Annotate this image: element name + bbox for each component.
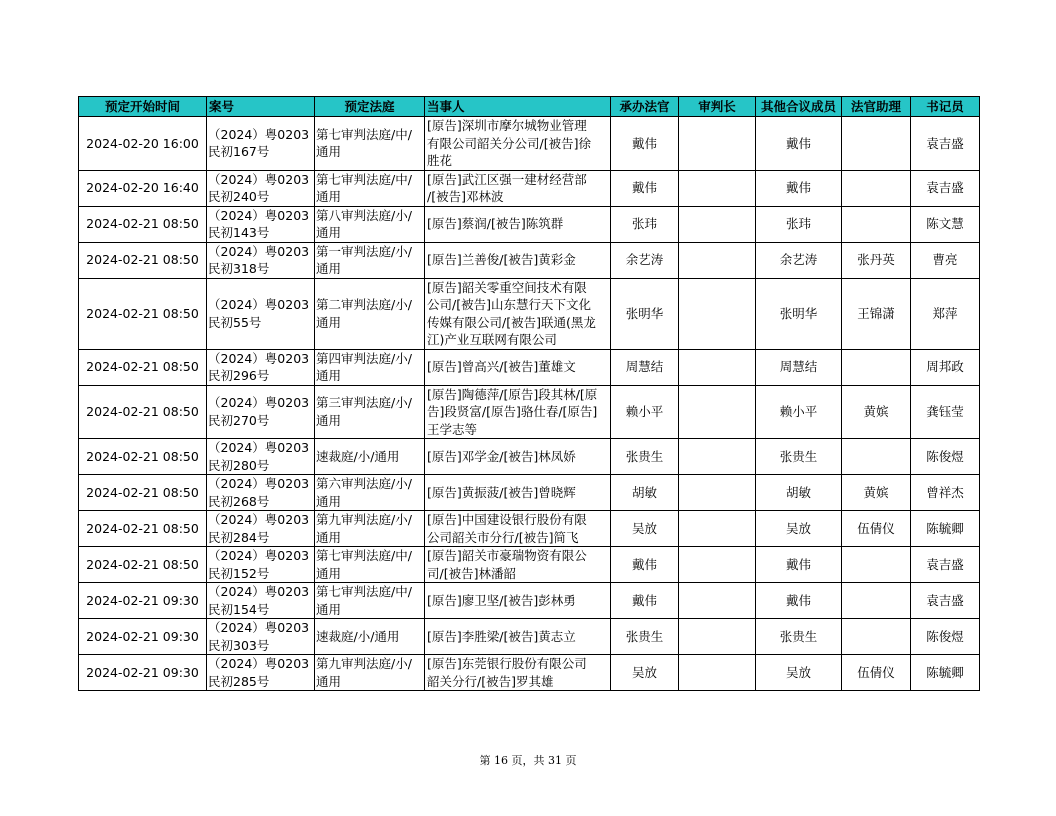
judge-cell-text: 戴伟 (631, 180, 657, 196)
case-number-cell (207, 385, 315, 439)
panel-members-cell (756, 439, 842, 475)
panel-members-cell (756, 583, 842, 619)
parties-cell-text: [原告]韶关零重空间技术有限 公司/[被告]山东慧行天下文化 传媒有限公司/[被告]联通(黑龙 江)产业互联网有限公司 (427, 279, 596, 347)
judge-cell (611, 475, 679, 511)
presiding-judge-cell (679, 547, 756, 583)
judge-cell-text: 张贵生 (625, 628, 664, 644)
judge-assistant-cell (842, 278, 911, 349)
clerk-cell (911, 278, 980, 349)
courtroom-cell (315, 242, 425, 278)
judge-cell-text: 张明华 (625, 305, 664, 321)
parties-cell-text: [原告]韶关市豪瑞物资有限公 司/[被告]林潘韶 (427, 548, 587, 581)
start-time-cell-text: 2024-02-20 16:00 (86, 135, 199, 151)
parties-cell (425, 349, 611, 385)
presiding-judge-cell (679, 206, 756, 242)
parties-cell-text: [原告]蔡润/[被告]陈筑群 (427, 216, 564, 232)
start-time-cell (79, 439, 207, 475)
start-time-cell (79, 475, 207, 511)
header-start-time: 预定开始时间 (79, 97, 207, 117)
courtroom-cell-text: 第九审判法庭/小/ 通用 (316, 512, 412, 545)
courtroom-cell (315, 619, 425, 655)
judge-assistant-cell (842, 511, 911, 547)
judge-cell (611, 385, 679, 439)
courtroom-cell-text: 第一审判法庭/小/ 通用 (316, 243, 412, 276)
judge-cell (611, 583, 679, 619)
hearing-schedule-table (78, 96, 980, 691)
clerk-cell-text: 袁吉盛 (926, 135, 964, 151)
parties-cell-text: [原告]曾高兴/[被告]董雄文 (427, 359, 576, 375)
judge-assistant-cell (842, 117, 911, 171)
panel-members-cell (756, 170, 842, 206)
clerk-cell-text: 陈毓卿 (926, 664, 964, 680)
presiding-judge-cell (679, 278, 756, 349)
case-number-cell (207, 349, 315, 385)
presiding-judge-cell (679, 349, 756, 385)
courtroom-cell (315, 206, 425, 242)
panel-members-cell-text: 戴伟 (785, 556, 811, 572)
parties-cell-text: [原告]兰善俊/[被告]黄彩金 (427, 252, 576, 268)
clerk-cell (911, 349, 980, 385)
judge-cell (611, 439, 679, 475)
start-time-cell (79, 242, 207, 278)
parties-cell (425, 583, 611, 619)
judge-assistant-cell-text: 黄嫔 (863, 404, 889, 419)
presiding-judge-cell (679, 583, 756, 619)
judge-assistant-cell-text: 张丹英 (857, 252, 895, 268)
clerk-cell-text: 袁吉盛 (926, 180, 964, 196)
judge-assistant-cell (842, 439, 911, 475)
start-time-cell-text: 2024-02-21 09:30 (86, 592, 199, 608)
start-time-cell-text: 2024-02-21 09:30 (86, 664, 199, 680)
case-number-cell-text: （2024）粤0203 民初280号 (208, 440, 310, 473)
judge-cell (611, 117, 679, 171)
parties-cell (425, 475, 611, 511)
table-row (79, 206, 980, 242)
table-row (79, 242, 980, 278)
case-number-cell-text: （2024）粤0203 民初270号 (208, 395, 310, 428)
start-time-cell-text: 2024-02-21 08:50 (86, 252, 199, 268)
parties-cell-text: [原告]黄振菠/[被告]曾晓辉 (427, 484, 576, 500)
judge-cell (611, 242, 679, 278)
panel-members-cell (756, 242, 842, 278)
clerk-cell (911, 385, 980, 439)
panel-members-cell-text: 张贵生 (779, 448, 818, 464)
courtroom-cell-text: 第四审判法庭/小/ 通用 (316, 350, 412, 383)
presiding-judge-cell (679, 242, 756, 278)
start-time-cell (79, 206, 207, 242)
case-number-cell-text: （2024）粤0203 民初167号 (208, 126, 310, 160)
clerk-cell-text: 袁吉盛 (926, 556, 964, 572)
judge-cell (611, 170, 679, 206)
case-number-cell-text: （2024）粤0203 民初284号 (208, 512, 310, 545)
parties-cell (425, 117, 611, 171)
courtroom-cell-text: 第二审判法庭/小/ 通用 (316, 297, 412, 330)
courtroom-cell-text: 第七审判法庭/中/ 通用 (316, 171, 412, 204)
judge-cell-text: 周慧结 (625, 359, 664, 375)
start-time-cell (79, 547, 207, 583)
clerk-cell (911, 655, 980, 691)
courtroom-cell-text: 第六审判法庭/小/ 通用 (316, 476, 412, 509)
judge-cell-text: 余艺涛 (625, 252, 664, 268)
parties-cell-text: [原告]陶德萍/[原告]段其林/[原 告]段贤富/[原告]骆仕春/[原告] 王学志等 (427, 386, 598, 437)
parties-cell (425, 511, 611, 547)
case-number-cell (207, 439, 315, 475)
panel-members-cell (756, 475, 842, 511)
header-courtroom: 预定法庭 (315, 97, 425, 117)
clerk-cell (911, 117, 980, 171)
case-number-cell-text: （2024）粤0203 民初303号 (208, 620, 310, 653)
judge-cell-text: 吴放 (631, 520, 657, 536)
case-number-cell-text: （2024）粤0203 民初240号 (208, 171, 310, 204)
courtroom-cell-text: 第九审判法庭/小/ 通用 (316, 656, 412, 689)
parties-cell (425, 170, 611, 206)
header-presiding-judge: 审判长 (679, 97, 756, 117)
panel-members-cell-text: 周慧结 (779, 359, 818, 375)
clerk-cell (911, 475, 980, 511)
start-time-cell (79, 619, 207, 655)
table-row (79, 385, 980, 439)
start-time-cell-text: 2024-02-21 08:50 (86, 359, 199, 375)
clerk-cell-text: 龚钰莹 (926, 404, 964, 419)
case-number-cell-text: （2024）粤0203 民初55号 (208, 297, 310, 330)
page-number: 第 16 页，共 31 页 (479, 754, 577, 767)
courtroom-cell (315, 170, 425, 206)
clerk-cell-text: 曾祥杰 (926, 484, 964, 500)
table-body (79, 117, 980, 691)
case-number-cell-text: （2024）粤0203 民初268号 (208, 476, 310, 509)
parties-cell (425, 385, 611, 439)
panel-members-cell (756, 619, 842, 655)
header-parties: 当事人 (425, 97, 611, 117)
case-number-cell (207, 117, 315, 171)
panel-members-cell (756, 206, 842, 242)
panel-members-cell-text: 张玮 (785, 216, 811, 232)
courtroom-cell (315, 655, 425, 691)
table-row (79, 439, 980, 475)
case-number-cell-text: （2024）粤0203 民初143号 (208, 207, 310, 240)
judge-assistant-cell (842, 170, 911, 206)
case-number-cell (207, 475, 315, 511)
courtroom-cell-text: 第八审判法庭/小/ 通用 (316, 207, 412, 240)
clerk-cell-text: 袁吉盛 (926, 592, 964, 608)
parties-cell (425, 206, 611, 242)
courtroom-cell (315, 385, 425, 439)
clerk-cell (911, 170, 980, 206)
panel-members-cell-text: 吴放 (785, 520, 811, 536)
case-number-cell-text: （2024）粤0203 民初152号 (208, 548, 310, 581)
case-number-cell (207, 655, 315, 691)
presiding-judge-cell (679, 475, 756, 511)
table-row (79, 583, 980, 619)
parties-cell (425, 242, 611, 278)
table-row (79, 278, 980, 349)
start-time-cell-text: 2024-02-21 08:50 (86, 556, 199, 572)
judge-cell-text: 胡敏 (631, 484, 657, 500)
judge-cell-text: 戴伟 (631, 592, 657, 608)
case-number-cell (207, 170, 315, 206)
header-judge-assistant: 法官助理 (842, 97, 911, 117)
panel-members-cell (756, 278, 842, 349)
judge-cell (611, 278, 679, 349)
panel-members-cell-text: 吴放 (785, 664, 811, 680)
start-time-cell (79, 511, 207, 547)
judge-cell (611, 349, 679, 385)
parties-cell-text: [原告]武江区强一建材经营部 /[被告]邓林波 (427, 171, 587, 204)
parties-cell (425, 655, 611, 691)
table-row (79, 547, 980, 583)
parties-cell (425, 439, 611, 475)
panel-members-cell (756, 385, 842, 439)
judge-assistant-cell (842, 206, 911, 242)
case-number-cell (207, 511, 315, 547)
courtroom-cell (315, 278, 425, 349)
presiding-judge-cell (679, 439, 756, 475)
table-row (79, 117, 980, 171)
judge-assistant-cell (842, 475, 911, 511)
header-judge: 承办法官 (611, 97, 679, 117)
courtroom-cell-text: 第七审判法庭/中/ 通用 (316, 126, 412, 160)
clerk-cell (911, 583, 980, 619)
judge-cell (611, 655, 679, 691)
header-clerk: 书记员 (911, 97, 980, 117)
case-number-cell (207, 619, 315, 655)
judge-cell-text: 戴伟 (631, 556, 657, 572)
start-time-cell (79, 385, 207, 439)
judge-cell-text: 戴伟 (631, 135, 657, 151)
parties-cell-text: [原告]邓学金/[被告]林凤娇 (427, 448, 576, 464)
start-time-cell (79, 583, 207, 619)
courtroom-cell (315, 439, 425, 475)
panel-members-cell-text: 戴伟 (785, 180, 811, 196)
parties-cell-text: [原告]中国建设银行股份有限 公司韶关市分行/[被告]简飞 (427, 512, 587, 545)
clerk-cell-text: 陈毓卿 (926, 520, 964, 536)
parties-cell (425, 619, 611, 655)
courtroom-cell-text: 第七审判法庭/中/ 通用 (316, 584, 412, 617)
clerk-cell-text: 陈文慧 (926, 216, 964, 232)
start-time-cell (79, 655, 207, 691)
start-time-cell-text: 2024-02-20 16:40 (86, 180, 199, 196)
judge-assistant-cell-text: 黄嫔 (863, 484, 889, 500)
start-time-cell (79, 349, 207, 385)
case-number-cell-text: （2024）粤0203 民初318号 (208, 243, 310, 276)
presiding-judge-cell (679, 655, 756, 691)
table-header-row (79, 97, 980, 117)
presiding-judge-cell (679, 170, 756, 206)
judge-cell (611, 206, 679, 242)
header-case-number: 案号 (207, 97, 315, 117)
table-row (79, 511, 980, 547)
courtroom-cell (315, 117, 425, 171)
clerk-cell-text: 郑萍 (932, 305, 958, 321)
parties-cell-text: [原告]李胜梁/[被告]黄志立 (427, 628, 576, 644)
header-panel-members: 其他合议成员 (756, 97, 842, 117)
presiding-judge-cell (679, 511, 756, 547)
table-row (79, 655, 980, 691)
clerk-cell-text: 陈俊煜 (926, 628, 964, 644)
panel-members-cell (756, 349, 842, 385)
judge-assistant-cell-text: 伍倩仪 (857, 664, 895, 680)
courtroom-cell (315, 349, 425, 385)
case-number-cell-text: （2024）粤0203 民初285号 (208, 656, 310, 689)
start-time-cell (79, 278, 207, 349)
panel-members-cell-text: 戴伟 (785, 135, 811, 151)
judge-cell (611, 511, 679, 547)
panel-members-cell-text: 余艺涛 (779, 252, 818, 268)
courtroom-cell-text: 第七审判法庭/中/ 通用 (316, 548, 412, 581)
judge-cell (611, 619, 679, 655)
presiding-judge-cell (679, 117, 756, 171)
panel-members-cell-text: 赖小平 (779, 404, 818, 419)
case-number-cell (207, 583, 315, 619)
courtroom-cell (315, 475, 425, 511)
clerk-cell (911, 206, 980, 242)
judge-assistant-cell (842, 242, 911, 278)
parties-cell (425, 278, 611, 349)
panel-members-cell (756, 547, 842, 583)
table-row (79, 349, 980, 385)
case-number-cell (207, 278, 315, 349)
case-number-cell-text: （2024）粤0203 民初154号 (208, 584, 310, 617)
courtroom-cell-text: 速裁庭/小/通用 (316, 628, 400, 644)
clerk-cell (911, 619, 980, 655)
judge-cell-text: 吴放 (631, 664, 657, 680)
judge-cell-text: 赖小平 (625, 404, 664, 419)
judge-cell-text: 张贵生 (625, 448, 664, 464)
start-time-cell-text: 2024-02-21 08:50 (86, 448, 199, 464)
parties-cell-text: [原告]廖卫坚/[被告]彭林勇 (427, 592, 576, 608)
judge-cell (611, 547, 679, 583)
judge-assistant-cell (842, 349, 911, 385)
start-time-cell-text: 2024-02-21 09:30 (86, 628, 199, 644)
parties-cell (425, 547, 611, 583)
clerk-cell-text: 陈俊煜 (926, 448, 964, 464)
presiding-judge-cell (679, 385, 756, 439)
judge-assistant-cell (842, 655, 911, 691)
panel-members-cell-text: 戴伟 (785, 592, 811, 608)
case-number-cell (207, 242, 315, 278)
clerk-cell (911, 439, 980, 475)
panel-members-cell-text: 胡敏 (785, 484, 811, 500)
clerk-cell (911, 547, 980, 583)
courtroom-cell (315, 583, 425, 619)
start-time-cell (79, 117, 207, 171)
start-time-cell-text: 2024-02-21 08:50 (86, 404, 199, 419)
start-time-cell-text: 2024-02-21 08:50 (86, 520, 199, 536)
clerk-cell-text: 曹亮 (932, 252, 958, 268)
panel-members-cell (756, 117, 842, 171)
table-row (79, 170, 980, 206)
case-number-cell (207, 206, 315, 242)
clerk-cell-text: 周邦政 (926, 359, 964, 375)
clerk-cell (911, 511, 980, 547)
courtroom-cell (315, 547, 425, 583)
judge-assistant-cell (842, 619, 911, 655)
start-time-cell-text: 2024-02-21 08:50 (86, 484, 199, 500)
judge-cell-text: 张玮 (631, 216, 657, 232)
table-row (79, 475, 980, 511)
courtroom-cell (315, 511, 425, 547)
start-time-cell (79, 170, 207, 206)
case-number-cell-text: （2024）粤0203 民初296号 (208, 350, 310, 383)
courtroom-cell-text: 第三审判法庭/小/ 通用 (316, 395, 412, 428)
panel-members-cell-text: 张贵生 (779, 628, 818, 644)
panel-members-cell (756, 511, 842, 547)
panel-members-cell (756, 655, 842, 691)
judge-assistant-cell-text: 伍倩仪 (857, 520, 895, 536)
judge-assistant-cell-text: 王锦潇 (857, 305, 895, 321)
judge-assistant-cell (842, 385, 911, 439)
judge-assistant-cell (842, 547, 911, 583)
start-time-cell-text: 2024-02-21 08:50 (86, 305, 199, 321)
case-number-cell (207, 547, 315, 583)
judge-assistant-cell (842, 583, 911, 619)
clerk-cell (911, 242, 980, 278)
table-row (79, 619, 980, 655)
panel-members-cell-text: 张明华 (779, 305, 818, 321)
courtroom-cell-text: 速裁庭/小/通用 (316, 448, 400, 464)
presiding-judge-cell (679, 619, 756, 655)
start-time-cell-text: 2024-02-21 08:50 (86, 216, 199, 232)
parties-cell-text: [原告]东莞银行股份有限公司 韶关分行/[被告]罗其雄 (427, 656, 587, 689)
parties-cell-text: [原告]深圳市摩尔城物业管理 有限公司韶关分公司/[被告]徐 胜花 (427, 118, 591, 168)
